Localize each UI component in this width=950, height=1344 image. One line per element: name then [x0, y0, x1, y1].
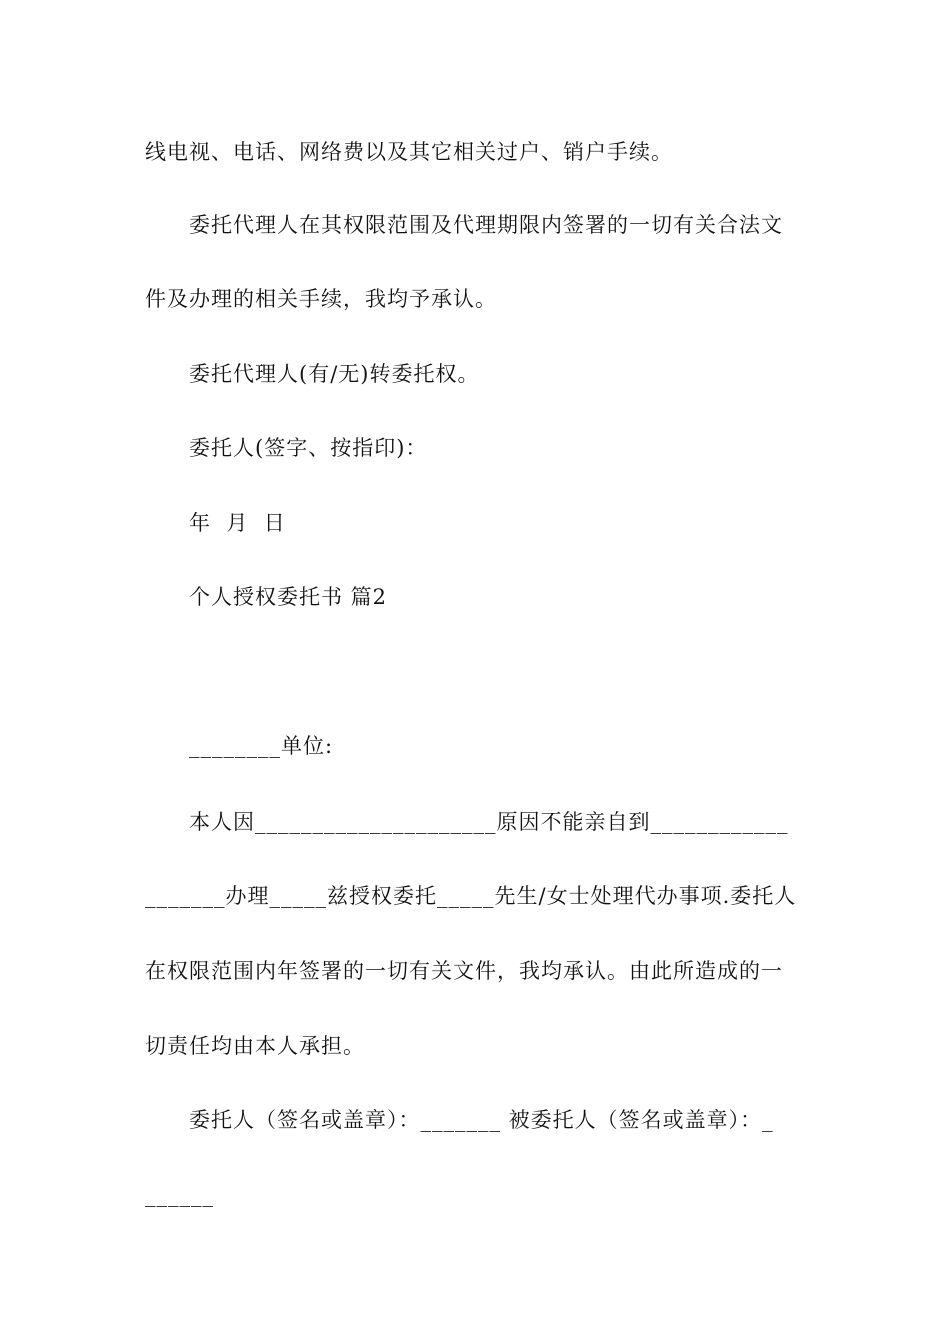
paragraph-line-2: 委托代理人在其权限范围及代理期限内签署的一切有关合法文: [189, 213, 783, 237]
paragraph-line-3: 件及办理的相关手续，我均予承认。: [145, 287, 497, 311]
paragraph-line-11: 切责任均由本人承担。: [145, 1034, 365, 1058]
signature-continuation: ______: [145, 1183, 214, 1207]
paragraph-line-4: 委托代理人(有/无)转委托权。: [189, 362, 480, 386]
signature-line: 委托人（签名或盖章）：_______ 被委托人（签名或盖章）：_: [189, 1108, 774, 1132]
unit-line: ________单位:: [189, 734, 334, 758]
section-title: 个人授权委托书 篇2: [189, 585, 388, 609]
paragraph-line-1: 线电视、电话、网络费以及其它相关过户、销户手续。: [145, 140, 673, 164]
paragraph-line-10: 在权限范围内年签署的一切有关文件，我均承认。由此所造成的一: [145, 959, 783, 983]
date-line: 年 月 日: [189, 511, 286, 535]
paragraph-line-9: _______办理_____兹授权委托_____先生/女士处理代办事项.委托人: [145, 884, 797, 908]
paragraph-line-5: 委托人(签字、按指印)：: [189, 436, 428, 460]
paragraph-line-8: 本人因_____________________原因不能亲自到____________: [189, 810, 789, 834]
